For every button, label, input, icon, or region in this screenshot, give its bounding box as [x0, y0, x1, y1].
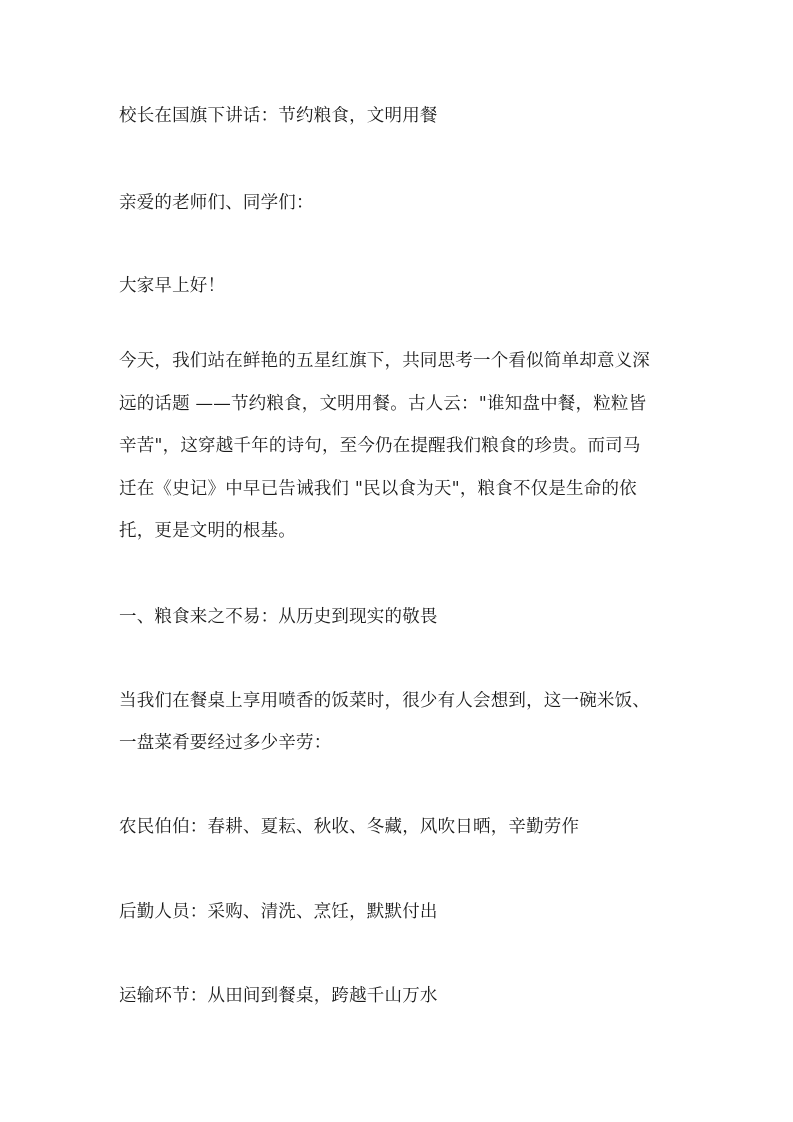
section-paragraph-line: 一盘菜肴要经过多少辛劳： — [119, 733, 332, 753]
document-title: 校长在国旗下讲话：节约粮食，文明用餐 — [119, 106, 438, 126]
list-item: 运输环节：从田间到餐桌，跨越千山万水 — [119, 986, 438, 1006]
section-heading: 一、粮食来之不易：从历史到现实的敬畏 — [119, 607, 438, 627]
list-item: 农民伯伯：春耕、夏耘、秋收、冬藏，风吹日晒，辛勤劳作 — [119, 817, 580, 837]
intro-line: 辛苦"，这穿越千年的诗句，至今仍在提醒我们粮食的珍贵。而司马 — [119, 436, 641, 456]
intro-line: 远的话题 ——节约粮食，文明用餐。古人云："谁知盘中餐，粒粒皆 — [119, 394, 647, 414]
list-item: 后勤人员：采购、清洗、烹饪，默默付出 — [119, 902, 438, 922]
intro-line: 迁在《史记》中早已告诫我们 "民以食为天"，粮食不仅是生命的依 — [119, 479, 637, 499]
greeting: 亲爱的老师们、同学们： — [119, 193, 314, 213]
intro-line: 今天，我们站在鲜艳的五星红旗下，共同思考一个看似简单却意义深 — [119, 351, 650, 371]
intro-line: 托，更是文明的根基。 — [119, 521, 296, 541]
section-paragraph-line: 当我们在餐桌上享用喷香的饭菜时，很少有人会想到，这一碗米饭、 — [119, 691, 650, 711]
salutation: 大家早上好！ — [119, 276, 226, 296]
